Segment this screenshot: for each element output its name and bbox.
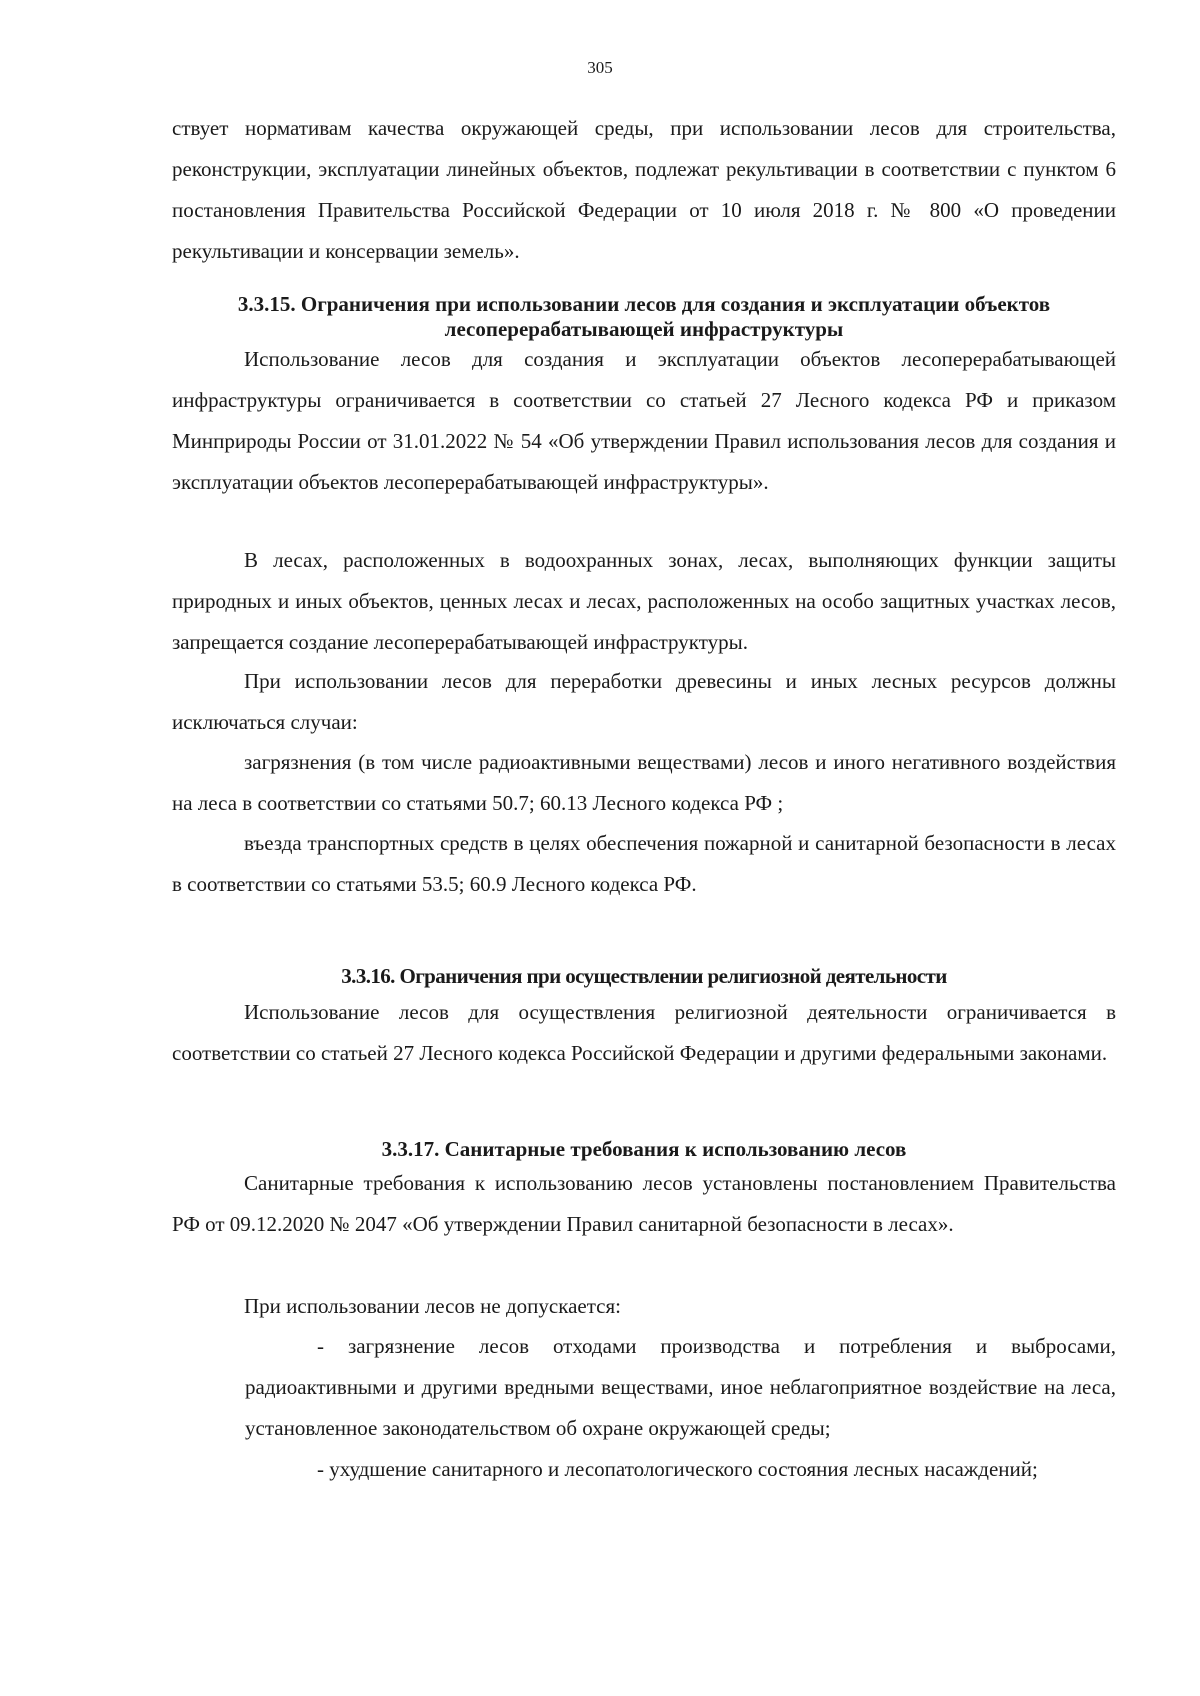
- paragraph-3-3-17-1: Санитарные требования к использованию лесов установлены постановлением Правительства РФ от 09.12.2020 № 2047 «Об утверждении Правил санитарной безопасности в лесах».: [172, 1171, 1116, 1236]
- section-heading-3-3-17: 3.3.17. Санитарные требования к использованию лесов: [381, 1137, 907, 1161]
- paragraph-3-3-15-2: В лесах, расположенных в водоохранных зонах, лесах, выполняющих функции защиты природных и иных объектов, ценных лесах и лесах, расположенных на особо защитных участках лесов, запрещается создание лесоперерабатывающей инфраструктуры.: [172, 548, 1116, 654]
- paragraph-3-3-16-1: Использование лесов для осуществления религиозной деятельности ограничивается в соответствии со статьей 27 Лесного кодекса Российской Федерации и другими федеральными законами.: [172, 1000, 1116, 1065]
- paragraph-continued: ствует нормативам качества окружающей среды, при использовании лесов для строительства, реконструкции, эксплуатации линейных объектов, подлежат рекультивации в соответствии с пунктом 6 постановления Правительства Российской Федерации от 10 июля 2018 г. № 800 «О проведении рекультивации и консервации земель».: [172, 116, 1116, 263]
- paragraph-3-3-15-5: въезда транспортных средств в целях обеспечения пожарной и санитарной безопасности в лесах в соответствии со статьями 53.5; 60.9 Лесного кодекса РФ.: [172, 831, 1116, 896]
- list-item-3-3-17-2: - ухудшение санитарного и лесопатологического состояния лесных насаждений;: [317, 1457, 1038, 1481]
- page-number: 305: [587, 58, 613, 77]
- list-item-3-3-17-1: - загрязнение лесов отходами производства и потребления и выбросами, радиоактивными и другими вредными веществами, иное неблагоприятное воздействие на леса, установленное законодательством об охране окружающей среды;: [245, 1334, 1116, 1440]
- section-heading-3-3-15: 3.3.15. Ограничения при использовании лесов для создания и эксплуатации объектов лесоперерабатывающей инфраструктуры: [237, 292, 1051, 341]
- paragraph-3-3-17-2: При использовании лесов не допускается:: [244, 1294, 621, 1318]
- paragraph-3-3-15-1: Использование лесов для создания и эксплуатации объектов лесоперерабатывающей инфраструктуры ограничивается в соответствии со статьей 27 Лесного кодекса РФ и приказом Минприроды России от 31.01.2022 № 54 «Об утверждении Правил использования лесов для создания и эксплуатации объектов лесоперерабатывающей инфраструктуры».: [172, 347, 1116, 494]
- section-heading-3-3-16: 3.3.16. Ограничения при осуществлении религиозной деятельности: [341, 964, 947, 988]
- paragraph-3-3-15-4: загрязнения (в том числе радиоактивными веществами) лесов и иного негативного воздействия на леса в соответствии со статьями 50.7; 60.13 Лесного кодекса РФ ;: [172, 750, 1116, 815]
- paragraph-3-3-15-3: При использовании лесов для переработки древесины и иных лесных ресурсов должны исключаться случаи:: [172, 669, 1116, 734]
